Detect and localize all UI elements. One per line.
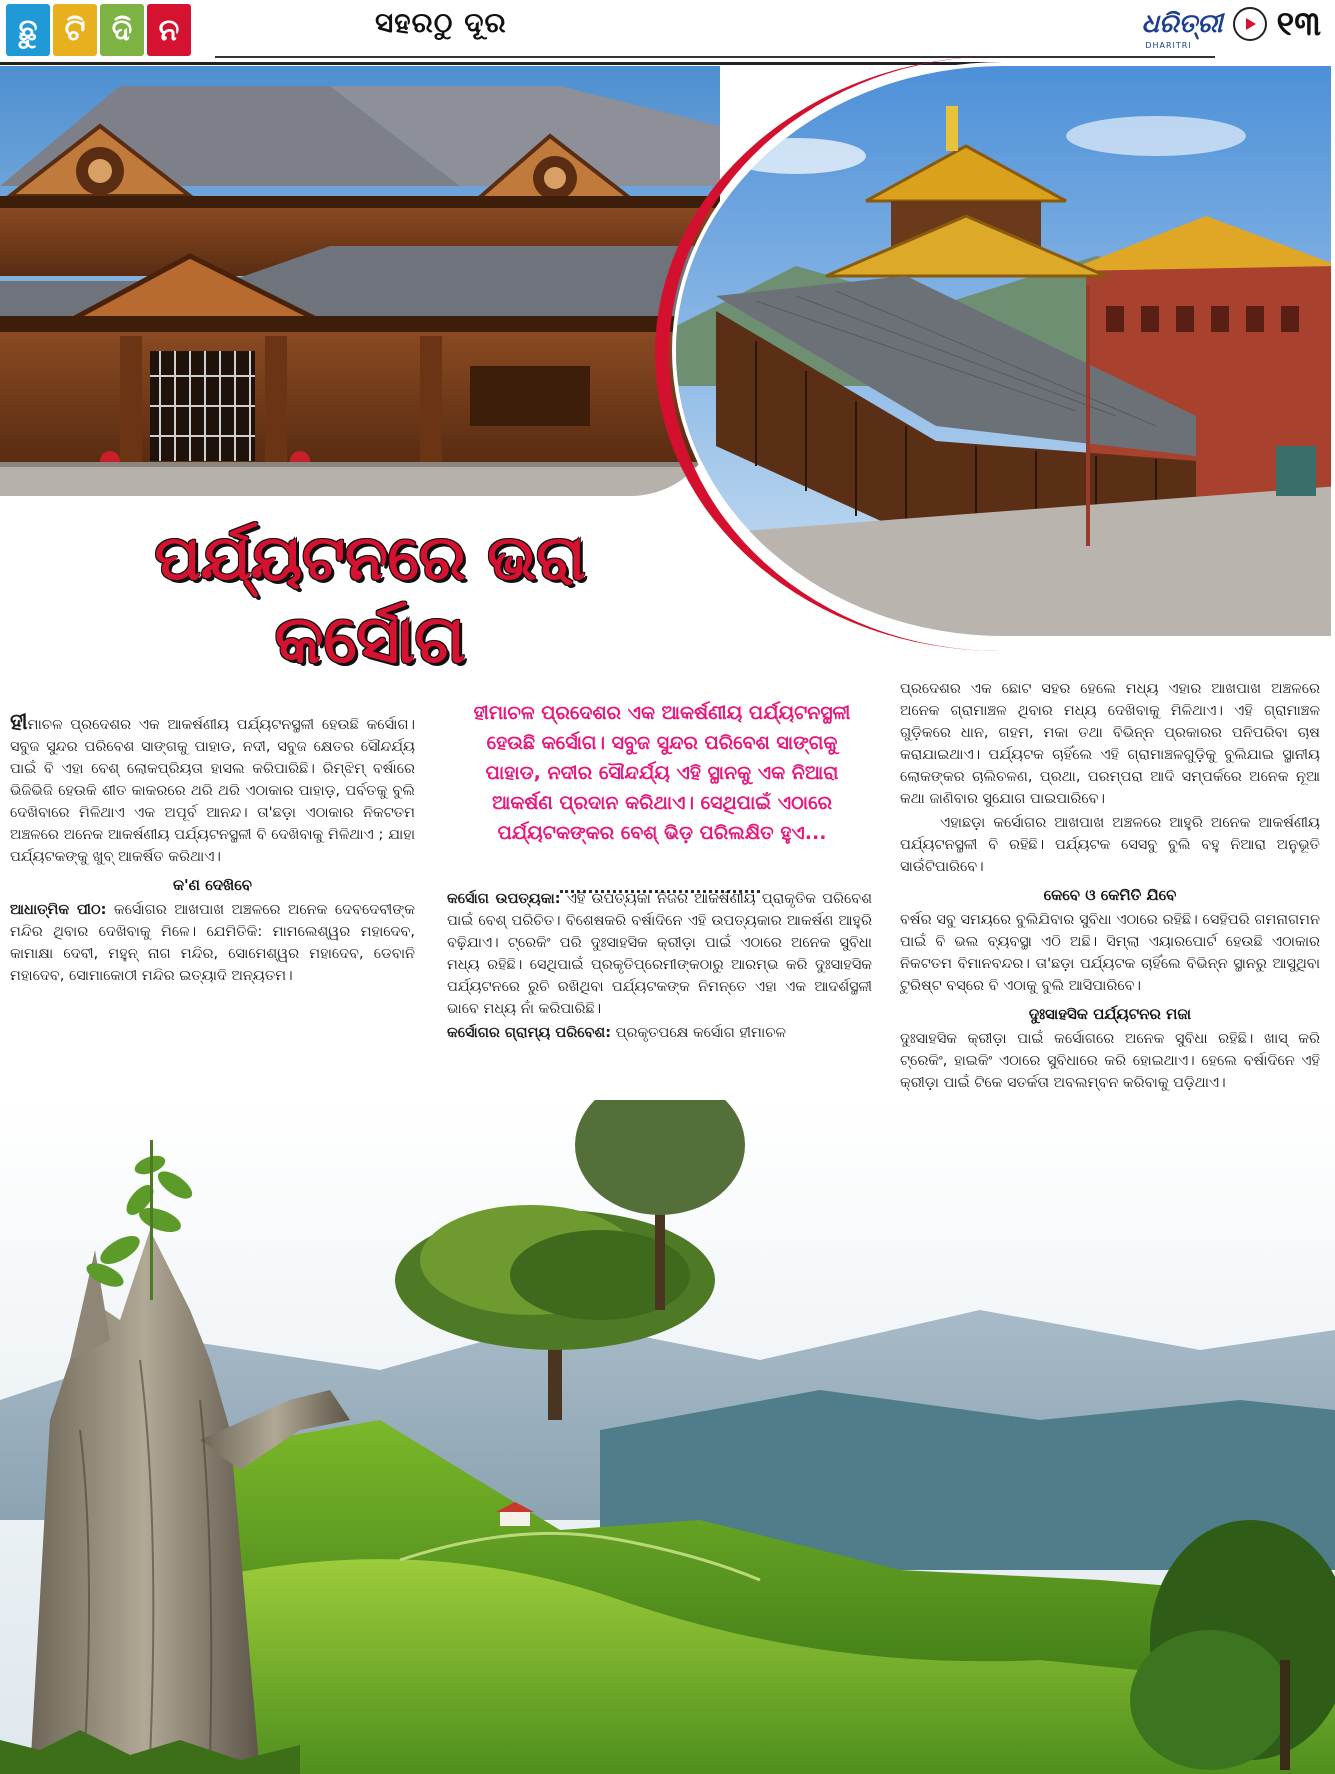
headline-line-2: କର୍ସୋଗ: [274, 601, 466, 678]
paper-name: ଧରିତ୍ରୀ: [1141, 8, 1223, 39]
paragraph-lead: କର୍ସୋଗର ଗ୍ରାମ୍ୟ ପରିବେଶ:: [447, 1025, 612, 1041]
brand-letter: ଛୁ: [6, 4, 50, 56]
travel-paragraph: ବର୍ଷର ସବୁ ସମୟରେ ବୁଲିଯିବାର ସୁବିଧା ଏଠାରେ ରହିଛି। ସେହିପରି ଗମନାଗମନ ପାଇଁ ବି ଭଲ ବ୍ୟବସ୍ଥା ଏଠି ଅଛି। ସିମ୍ଲା ଏୟାରପୋର୍ଟ ହେଉଛି ଏଠାକାର ନିକଟତମ ବିମାନବନ୍ଦର। ତା'ଛଡ଼ା ପର୍ଯ୍ୟଟକ ଚାହିଁଲେ ବିଭିନ୍ନ ସ୍ଥାନରୁ ଆସୁଥିବା ଟୁରିଷ୍ଟ ବସ୍‌ରେ ବି ଏଠାକୁ ବୁଲି ଆସିପାରିବେ।: [900, 912, 1320, 994]
landscape-photo: [0, 1100, 1335, 1774]
paragraph-text: ପ୍ରକୃତପକ୍ଷେ କର୍ସୋଗ ହୀମାଚଳ: [611, 1025, 786, 1041]
paragraph-lead: ଆଧାତ୍ମିକ ପୀଠ:: [10, 902, 107, 918]
section-brand-logo: [6, 4, 191, 56]
paragraph-text: ଏହି ଉପତ୍ୟକା ନିଜର ଆକର୍ଷଣୀୟ ପ୍ରାକୃତିକ ପରିବେଶ ପାଇଁ ବେଶ୍ ପରିଚିତ। ବିଶେଷକରି ବର୍ଷାଦିନେ ଏହି ଉପତ୍ୟକାର ଆକର୍ଷଣ ଆହୁରି ବଢ଼ିଯାଏ। ଟ୍ରେକିଂ ପରି ଦୁଃସାହସିକ କ୍ରୀଡ଼ା ପାଇଁ ଏଠାରେ ଅନେକ ସୁବିଧା ମଧ୍ୟ ରହିଛି। ସେଥିପାଇଁ ପ୍ରକୃତିପ୍ରେମୀଙ୍କଠାରୁ ଆରମ୍ଭ କରି ଦୁଃସାହସିକ ପର୍ଯ୍ୟଟନରେ ରୁଚି ରଖିଥିବା ପର୍ଯ୍ୟଟକଙ୍କ ନିମନ୍ତେ ଏହା ଏକ ଆଦର୍ଶସ୍ଥଳୀ ଭାବେ ମଧ୍ୟ ନାଁ କରିପାରିଛି।: [447, 891, 872, 1017]
paragraph-lead: କର୍ସୋଗ ଉପତ୍ୟକା:: [447, 891, 561, 907]
brand-letter: ଦି: [100, 4, 144, 56]
brand-letter: ନ: [147, 4, 191, 56]
valley-paragraph: [447, 888, 872, 1020]
article-column-1: [10, 712, 415, 989]
paper-sub: DHARITRI: [1145, 40, 1192, 50]
page-number: ୧୩: [1276, 4, 1321, 44]
intro-paragraph: [10, 712, 415, 868]
temple-photo-left: [0, 66, 720, 496]
temple-photo-right: [672, 62, 1335, 640]
intro-text: ମାଚଳ ପ୍ରଦେଶର ଏକ ଆକର୍ଷଣୀୟ ପର୍ଯ୍ୟଟନସ୍ଥଳୀ ହେଉଛି କର୍ସୋଗ। ସବୁଜ ସୁନ୍ଦର ପରିବେଶ ସାଙ୍ଗକୁ ପାହାଡ, ନଦୀ, ସବୁଜ କ୍ଷେତର ସୌନ୍ଦର୍ଯ୍ୟ ପାଇଁ ବି ଏହା ବେଶ୍ ଲୋକପ୍ରିୟତା ହାସଲ କରିପାରିଛି। ରିମ୍ଝିମ୍ ବର୍ଷାରେ ଭିଜିଭିଜି ହେଉକି ଶୀତ କାକରରେ ଥରି ଥରି ଏଠାକାର ପାହାଡ଼, ପର୍ବତକୁ ବୁଲି ଦେଖିବାରେ ମିଳିଥାଏ ଏକ ଅପୂର୍ବ ଆନନ୍ଦ। ତା'ଛଡ଼ା ଏଠାକାର ନିକଟତମ ଅଞ୍ଚଳରେ ଅନେକ ଆକର୍ଷଣୀୟ ପର୍ଯ୍ୟଟନସ୍ଥଳୀ ବି ଦେଖିବାକୁ ମିଳିଥାଏ ; ଯାହା ପର୍ଯ୍ୟଟକଙ୍କୁ ଖୁବ୍ ଆକର୍ଷିତ କରିଥାଏ।: [10, 717, 415, 865]
more-places-paragraph: ଏହାଛଡ଼ା କର୍ସୋଗର ଆଖପାଖ ଅଞ୍ଚଳରେ ଆହୁରି ଅନେକ ଆକର୍ଷଣୀୟ ପର୍ଯ୍ୟଟନସ୍ଥଳୀ ବି ରହିଛି। ପର୍ଯ୍ୟଟକ ସେସବୁ ବୁଲି ବହୁ ନିଆରା ଅନୁଭୂତି ସାଉଁଟିପାରିବେ।: [900, 815, 1320, 875]
headline-line-1: ପର୍ଯ୍ୟଟନରେ ଭରା: [154, 521, 586, 594]
village-paragraph: [447, 1022, 872, 1044]
article-column-2: [447, 888, 872, 1046]
paragraph-text: କର୍ସୋଗର ଆଖପାଖ ଅଞ୍ଚଳରେ ଅନେକ ଦେବଦେବୀଙ୍କ ମନ୍ଦିର ଥିବାର ଦେଖିବାକୁ ମିଳେ। ଯେମିତିକି: ମାମଲେଶ୍ୱର ମହାଦେବ, କାମାକ୍ଷା ଦେବୀ, ମହୁନ୍ ନାଗ ମନ୍ଦିର, ସୋମେଶ୍ୱର ମହାଦେବ, ଡେବାନି ମହାଦେବ, ସୋମାକୋଠୀ ମନ୍ଦିର ଇତ୍ୟାଦି ଅନ୍ୟତମ।: [10, 902, 415, 984]
brand-letter: ଟି: [53, 4, 97, 56]
drop-cap: ହୀ: [10, 710, 28, 735]
subheading-what-to-see: କ'ଣ ଦେଖିବେ: [172, 876, 253, 894]
masthead: [1141, 4, 1321, 50]
subheading-when-how-to-go: କେବେ ଓ କେମିତି ଯିବେ: [1043, 886, 1177, 904]
pull-quote: ହୀମାଚଳ ପ୍ରଦେଶର ଏକ ଆକର୍ଷଣୀୟ ପର୍ଯ୍ୟଟନସ୍ଥଳୀ ହେଉଛି କର୍ସୋଗ। ସବୁଜ ସୁନ୍ଦର ପରିବେଶ ସାଙ୍ଗକୁ ପାହାଡ, ନଦୀର ସୌନ୍ଦର୍ଯ୍ୟ ଏହି ସ୍ଥାନକୁ ଏକ ନିଆରା ଆକର୍ଷଣ ପ୍ରଦାନ କରିଥାଏ। ସେଥିପାଇଁ ଏଠାରେ ପର୍ଯ୍ୟଟକଙ୍କର ବେଶ୍ ଭିଡ଼ ପରିଲକ୍ଷିତ ହୁଏ...: [473, 702, 851, 844]
village-continued-paragraph: ପ୍ରଦେଶର ଏକ ଛୋଟ ସହର ହେଲେ ମଧ୍ୟ ଏହାର ଆଖପାଖ ଅଞ୍ଚଳରେ ଅନେକ ଗ୍ରାମାଞ୍ଚଳ ଥିବାର ମଧ୍ୟ ଦେଖିବାକୁ ମିଳିଥାଏ। ଏହି ଗ୍ରାମାଞ୍ଚଳ ଗୁଡ଼ିକରେ ଧାନ, ଗହମ, ମକା ତଥା ବିଭିନ୍ନ ପ୍ରକାରର ପନିପରିବା ଚାଷ କରାଯାଇଥାଏ। ପର୍ଯ୍ୟଟକ ଚାହିଁଲେ ଏହି ଗ୍ରାମାଞ୍ଚଳଗୁଡ଼ିକୁ ବୁଲିଯାଇ ସ୍ଥାନୀୟ ଲୋକଙ୍କର ଚାଲିଚଳଣ, ପ୍ରଥା, ପରମ୍ପରା ଆଦି ସମ୍ପର୍କରେ ଅନେକ ନୂଆ କଥା ଜାଣିବାର ସୁଯୋଗ ପାଇପାରିବେ।: [900, 681, 1320, 807]
section-title: ସହରଠୁ ଦୂର: [375, 6, 507, 39]
subheading-adventure: ଦୁଃସାହସିକ ପର୍ଯ୍ୟଟନର ମଜା: [1028, 1005, 1192, 1023]
headline: [60, 520, 680, 680]
adventure-paragraph: ଦୁଃସାହସିକ କ୍ରୀଡ଼ା ପାଇଁ କର୍ସୋଗରେ ଅନେକ ସୁବିଧା ରହିଛି। ଖାସ୍ କରି ଟ୍ରେକିଂ, ହାଇକିଂ ଏଠାରେ ସୁବିଧାରେ କରି ହୋଇଥାଏ। ହେଲେ ବର୍ଷାଦିନେ ଏହି କ୍ରୀଡ଼ା ପାଇଁ ଟିକେ ସତର୍କତା ଅବଲମ୍ବନ କରିବାକୁ ପଡ଼ିଥାଏ।: [900, 1031, 1320, 1091]
spiritual-paragraph: [10, 899, 415, 987]
play-icon: [1233, 7, 1267, 41]
